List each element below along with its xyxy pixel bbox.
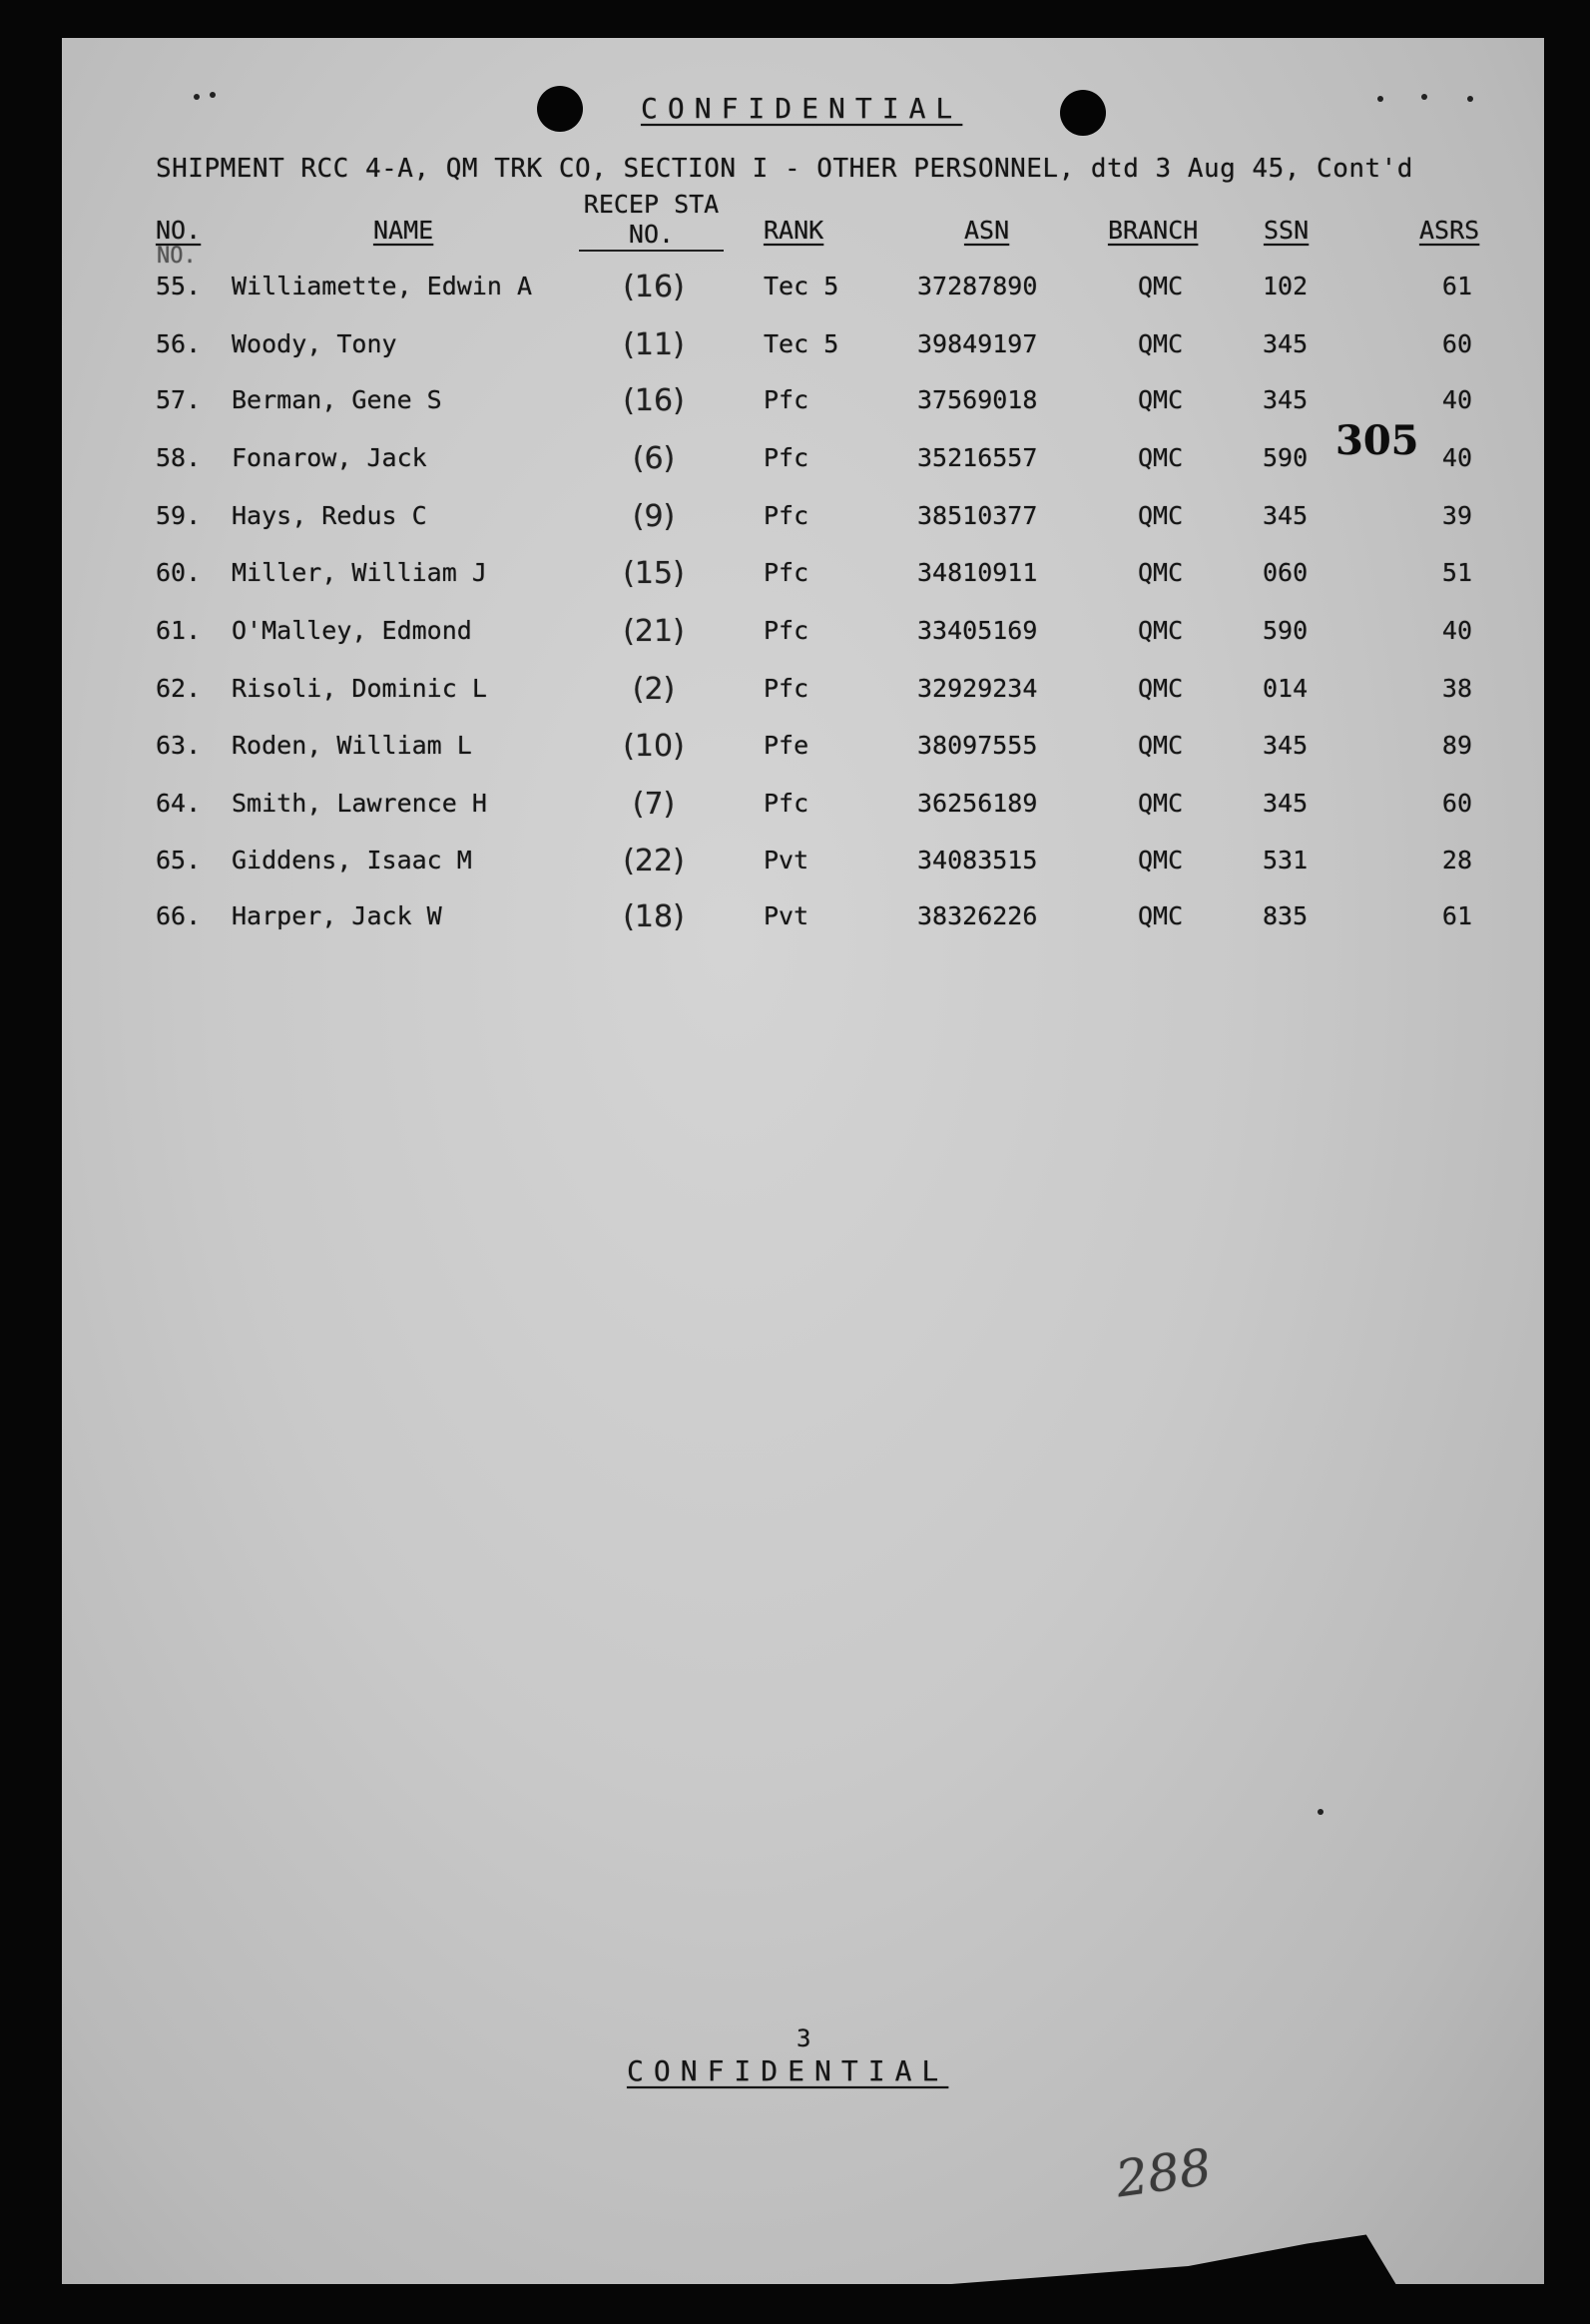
row-branch: QMC (1138, 674, 1184, 703)
row-branch: QMC (1138, 616, 1184, 645)
row-rank: Pfe (764, 731, 809, 760)
row-rank: Pvt (764, 846, 809, 874)
row-number: 57. (156, 385, 202, 414)
row-recep-sta: (15) (623, 556, 685, 591)
row-ssn: 590 (1263, 616, 1309, 645)
row-rank: Pfc (764, 385, 809, 414)
row-asrs: 28 (1441, 846, 1472, 874)
row-recep-sta: (6) (632, 441, 676, 476)
row-asrs: 40 (1441, 443, 1472, 472)
row-asrs: 89 (1441, 731, 1472, 760)
speck (1467, 96, 1473, 102)
speck (210, 92, 216, 98)
row-asn: 35216557 (917, 443, 1038, 472)
row-ssn: 102 (1263, 272, 1309, 300)
row-asn: 37569018 (917, 385, 1038, 414)
row-ssn: 060 (1263, 558, 1309, 587)
col-header-recep-line1: RECEP STA (583, 190, 720, 219)
row-asn: 36256189 (917, 789, 1038, 818)
row-asrs: 40 (1441, 385, 1472, 414)
row-number: 64. (156, 789, 202, 818)
row-asrs: 38 (1441, 674, 1472, 703)
row-number: 60. (156, 558, 202, 587)
row-number: 58. (156, 443, 202, 472)
row-asn: 38510377 (917, 501, 1038, 530)
row-asrs: 40 (1441, 616, 1472, 645)
row-ssn: 345 (1263, 789, 1309, 818)
row-number: 55. (156, 272, 202, 300)
row-rank: Pfc (764, 674, 809, 703)
row-recep-sta: (21) (623, 614, 685, 649)
speck (1318, 1809, 1324, 1815)
row-recep-sta: (9) (632, 499, 676, 534)
row-branch: QMC (1138, 846, 1184, 874)
paper-page (62, 38, 1544, 2284)
handwritten-annotation: 288 (1112, 2137, 1216, 2209)
row-name: Risoli, Dominic L (232, 674, 487, 703)
row-name: Berman, Gene S (232, 385, 442, 414)
row-ssn: 345 (1263, 501, 1309, 530)
row-name: Woody, Tony (232, 329, 397, 358)
row-name: Giddens, Isaac M (232, 846, 472, 874)
row-branch: QMC (1138, 558, 1184, 587)
row-asn: 33405169 (917, 616, 1038, 645)
col-header-asn: ASN (964, 216, 1010, 245)
row-asn: 32929234 (917, 674, 1038, 703)
row-name: O'Malley, Edmond (232, 616, 472, 645)
row-branch: QMC (1138, 443, 1184, 472)
row-asn: 38326226 (917, 901, 1038, 930)
row-asn: 39849197 (917, 329, 1038, 358)
page-number: 3 (796, 2025, 811, 2052)
row-number: 62. (156, 674, 202, 703)
col-header-recep-line2: NO. (579, 220, 724, 252)
row-rank: Pfc (764, 443, 809, 472)
col-header-recep-sta (579, 190, 724, 252)
row-number: 61. (156, 616, 202, 645)
row-rank: Pfc (764, 616, 809, 645)
row-branch: QMC (1138, 789, 1184, 818)
speck (194, 94, 200, 100)
row-recep-sta: (11) (623, 327, 685, 362)
row-branch: QMC (1138, 329, 1184, 358)
row-asrs: 51 (1441, 558, 1472, 587)
row-rank: Pfc (764, 501, 809, 530)
row-branch: QMC (1138, 501, 1184, 530)
row-recep-sta: (16) (623, 383, 685, 418)
row-recep-sta: (22) (623, 844, 685, 878)
row-ssn: 345 (1263, 731, 1309, 760)
row-asrs: 60 (1441, 329, 1472, 358)
row-number: 63. (156, 731, 202, 760)
row-name: Miller, William J (232, 558, 487, 587)
row-name: Fonarow, Jack (232, 443, 427, 472)
row-recep-sta: (10) (623, 729, 685, 764)
row-number: 66. (156, 901, 202, 930)
col-header-ssn: SSN (1264, 216, 1310, 245)
row-recep-sta: (18) (623, 899, 685, 934)
row-name: Harper, Jack W (232, 901, 442, 930)
row-asrs: 60 (1441, 789, 1472, 818)
row-recep-sta: (16) (623, 270, 685, 304)
speck (1421, 94, 1427, 100)
row-ssn: 345 (1263, 329, 1309, 358)
row-branch: QMC (1138, 272, 1184, 300)
col-header-rank: RANK (764, 216, 824, 245)
row-recep-sta: (2) (632, 672, 676, 707)
row-rank: Pfc (764, 558, 809, 587)
row-number: 65. (156, 846, 202, 874)
row-name: Roden, William L (232, 731, 472, 760)
row-ssn: 014 (1263, 674, 1309, 703)
row-ssn: 590 (1263, 443, 1309, 472)
row-ssn: 835 (1263, 901, 1309, 930)
row-asn: 34083515 (917, 846, 1038, 874)
row-name: Smith, Lawrence H (232, 789, 487, 818)
row-ssn: 345 (1263, 385, 1309, 414)
row-name: Hays, Redus C (232, 501, 427, 530)
row-recep-sta: (7) (632, 787, 676, 822)
row-asrs: 61 (1441, 901, 1472, 930)
row-ssn: 531 (1263, 846, 1309, 874)
punch-hole-right (1060, 90, 1106, 136)
row-rank: Tec 5 (764, 272, 839, 300)
col-header-branch: BRANCH (1108, 216, 1199, 245)
col-header-name: NAME (373, 216, 434, 245)
row-asn: 34810911 (917, 558, 1038, 587)
speck (1377, 96, 1383, 102)
row-rank: Pvt (764, 901, 809, 930)
row-asn: 38097555 (917, 731, 1038, 760)
classification-footer: CONFIDENTIAL (627, 2054, 949, 2087)
punch-hole-left (537, 86, 583, 132)
col-header-asrs: ASRS (1419, 216, 1480, 245)
document-title: SHIPMENT RCC 4-A, QM TRK CO, SECTION I - OTHER PERSONNEL, dtd 3 Aug 45, Cont'd (156, 154, 1413, 184)
stamped-number: 305 (1335, 417, 1419, 464)
row-asn: 37287890 (917, 272, 1038, 300)
row-rank: Tec 5 (764, 329, 839, 358)
row-asrs: 39 (1441, 501, 1472, 530)
ghost-overstrike: NO. (157, 244, 197, 269)
col-header-no: NO. (156, 216, 202, 245)
classification-header: CONFIDENTIAL (641, 92, 963, 125)
row-branch: QMC (1138, 731, 1184, 760)
row-branch: QMC (1138, 385, 1184, 414)
row-asrs: 61 (1441, 272, 1472, 300)
row-branch: QMC (1138, 901, 1184, 930)
row-number: 59. (156, 501, 202, 530)
row-number: 56. (156, 329, 202, 358)
row-name: Williamette, Edwin A (232, 272, 533, 300)
row-rank: Pfc (764, 789, 809, 818)
